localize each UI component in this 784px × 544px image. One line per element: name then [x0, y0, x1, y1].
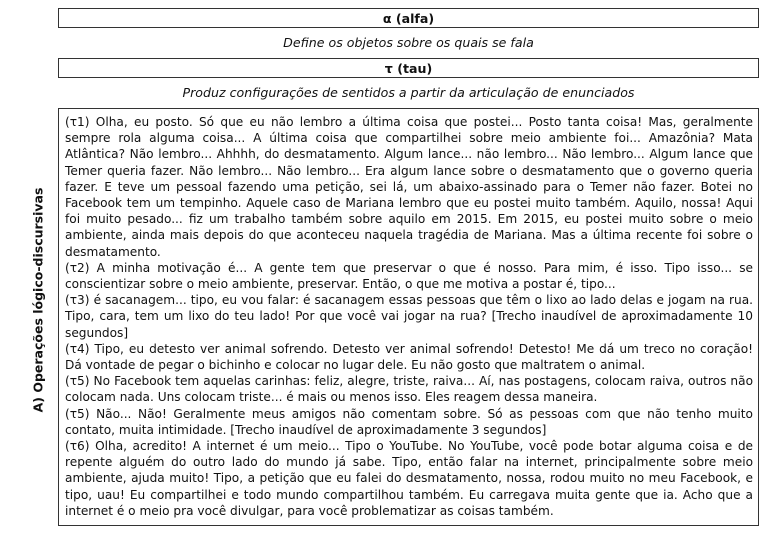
transcript-paragraph-t6: (τ6) Olha, acredito! A internet é um meio... Tipo o YouTube. No YouTube, você pode botar alguma coisa e de repente alguém do outro lado do mundo já sabe. Tipo, então falar na internet, principalmente sobre meio ambiente, ajuda muito! Tipo, a petição que eu falei do desmatamento, nossa, rodou muito no meu Facebook, e tipo, uau! Eu compartilhei e todo mundo compartilhou também. Eu carregava muita gente que ia. Acho que a internet é o meio pra você divulgar, para você problematizar as coisas também. — [65, 439, 753, 518]
alfa-title: α (alfa) — [58, 8, 759, 28]
alfa-description: Define os objetos sobre os quais se fala — [283, 35, 534, 50]
transcript-paragraph-t5b: (τ5) Não... Não! Geralmente meus amigos não comentam sobre. Só as pessoas com que não tenho muito contato, muita intimidade. [Trecho inaudível de aproximadamente 3 segundos] — [65, 406, 753, 437]
transcript-paragraph-t3: (τ3) é sacanagem... tipo, eu vou falar: é sacanagem essas pessoas que têm o lixo ao lado delas e jogam na rua. Tipo, cara, tem um lixo do teu lado! Por que você vai jogar na rua? [Trecho inaudível de aproximadamente 10 segundos] — [65, 293, 753, 340]
transcript-paragraph-t1: (τ1) Olha, eu posto. Só que eu não lembro a última coisa que postei... Posto tanta coisa! Mas, geralmente sempre rola alguma coisa... A última coisa que compartilhei sobre meio ambiente foi... Amazônia? Mata Atlântica? Não lembro... Ahhhh, do desmatamento. Algum lance... não lembro... Não lembro... Algum lance que Temer queria fazer. Não lembro... Não lembro... Era algum lance sobre o desmatamento que o governo queria fazer. E teve um pessoal fazendo uma petição, sei lá, um abaixo-assinado para o Temer não fazer. Botei no Facebook tem um tempinho. Aquele caso de Mariana lembro que eu postei muito também. Aquilo, nossa! Aqui foi muito pesado... fiz um trabalho também sobre aquilo em 2015. Em 2015, eu postei muito sobre o meio ambiente, ainda mais depois do que aconteceu naquela tragédia de Mariana. Mas a última recente foi sobre o desmatamento. — [65, 115, 753, 259]
transcript-paragraph-t5a: (τ5) No Facebook tem aquelas carinhas: feliz, alegre, triste, raiva... Aí, nas postagens, colocam raiva, outros não colocam nada. Uns colocam triste... é mais ou menos isso. Eles reagem dessa maneira. — [65, 374, 753, 405]
side-label — [18, 0, 58, 544]
tau-description: Produz configurações de sentidos a partir da articulação de enunciados — [182, 85, 635, 100]
transcript-box — [58, 108, 759, 526]
transcript-paragraph-t4: (τ4) Tipo, eu detesto ver animal sofrendo. Detesto ver animal sofrendo! Detesto! Me dá um treco no coração! Dá vontade de pegar o bichinho e colocar no lugar dele. Eu não gosto que maltratem o animal. — [65, 341, 753, 373]
tau-title: τ (tau) — [58, 58, 759, 78]
operations-table — [58, 8, 759, 526]
transcript-paragraph-t2: (τ2) A minha motivação é... A gente tem que preservar o que é nosso. Para mim, é isso. Tipo isso... se conscientizar sobre o meio ambiente, preservar. Então, o que me motiva a postar é, tipo... — [65, 260, 753, 292]
side-label-text: A) Operações lógico-discursivas — [30, 187, 46, 413]
